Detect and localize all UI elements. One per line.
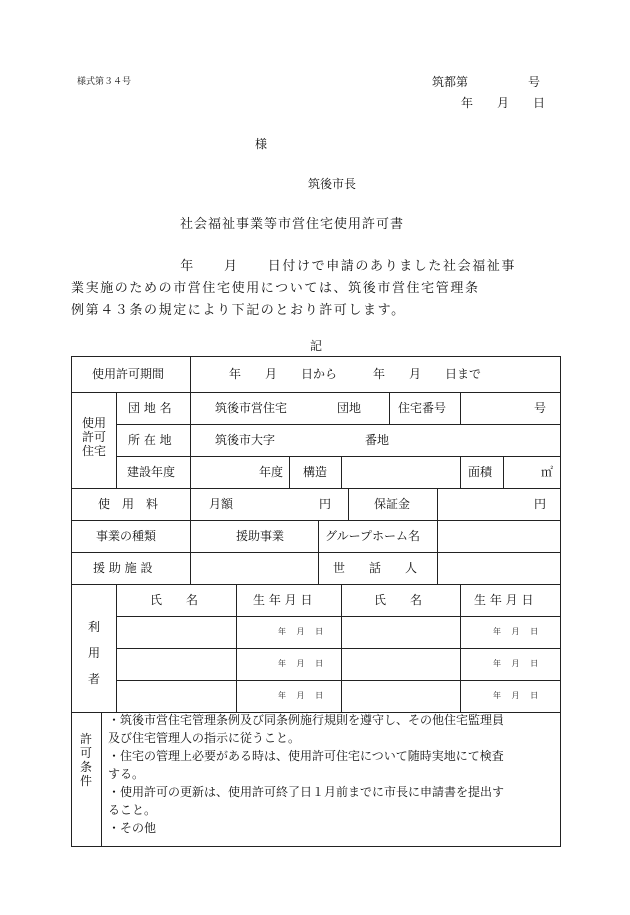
construction-year-suffix: 年度 (259, 465, 284, 479)
users-label-char: 用 (87, 646, 100, 660)
conditions-label-char: 許 (79, 732, 92, 746)
complex-name-label: 団 地 名 (128, 401, 172, 415)
housing-label-line: 使用 (81, 416, 106, 430)
name-header-1: 氏 名 (150, 593, 199, 607)
form-number: 様式第３４号 (77, 77, 132, 87)
deposit-label: 保証金 (374, 497, 411, 511)
conditions-label-char: 条 (79, 760, 92, 774)
condition-line: ・筑後市営住宅管理条例及び同条例施行規則を遵守し、その他住宅監理員 (108, 713, 505, 727)
housing-label-line: 許可 (81, 430, 106, 444)
housing-label-line: 住宅 (81, 444, 106, 458)
area-label: 面積 (468, 465, 493, 479)
period-value: 年 月 日から 年 月 日まで (229, 367, 482, 381)
conditions-label (79, 732, 93, 788)
period-label: 使用許可期間 (92, 367, 165, 381)
support-facility-label: 援 助 施 設 (93, 561, 153, 575)
structure-label: 構造 (303, 465, 328, 479)
unit-number-label: 住宅番号 (398, 401, 447, 415)
complex-suffix: 団地 (337, 401, 362, 415)
document-title: 社会福祉事業等市営住宅使用許可書 (180, 217, 405, 232)
condition-line: ・その他 (108, 821, 157, 835)
body-line: 業実施のための市営住宅使用については、筑後市営住宅管理条 (71, 281, 480, 296)
dob-placeholder: 年 月 日 (278, 627, 324, 636)
conditions-list (108, 711, 563, 837)
name-header-2: 氏 名 (374, 593, 423, 607)
condition-line: 及び住宅管理人の指示に従うこと。 (108, 731, 301, 745)
construction-year-label: 建設年度 (127, 465, 176, 479)
users-label (87, 614, 101, 692)
location-label: 所 在 地 (128, 433, 172, 447)
caretaker-label: 世 話 人 (333, 561, 418, 575)
users-label-char: 利 (87, 620, 100, 634)
body-line: 年 月 日付けで申請のありました社会福祉事 (151, 259, 517, 274)
issue-date: 年 月 日 (461, 96, 546, 110)
housing-label (80, 416, 108, 458)
deposit-yen: 円 (534, 497, 547, 511)
business-type-value: 援助事業 (236, 529, 285, 543)
conditions-label-char: 可 (79, 746, 92, 760)
complex-name-value: 筑後市営住宅 (215, 401, 288, 415)
condition-line: ・住宅の管理上必要がある時は、使用許可住宅について随時実地にて検査 (108, 749, 504, 763)
condition-line: する。 (108, 767, 145, 781)
dob-placeholder: 年 月 日 (278, 691, 324, 700)
dob-placeholder: 年 月 日 (278, 659, 324, 668)
dob-placeholder: 年 月 日 (493, 659, 539, 668)
rent-label: 使 用 料 (98, 497, 159, 511)
dob-header-2: 生 年 月 日 (474, 593, 534, 607)
unit-number-suffix: 号 (534, 401, 547, 415)
dob-placeholder: 年 月 日 (493, 627, 539, 636)
business-type-label: 事業の種類 (96, 529, 157, 543)
dob-header-1: 生 年 月 日 (253, 593, 313, 607)
dob-placeholder: 年 月 日 (493, 691, 539, 700)
location-suffix: 番地 (365, 433, 390, 447)
condition-line: ること。 (108, 803, 157, 817)
location-value: 筑後市大字 (215, 433, 276, 447)
rent-monthly-label: 月額 (209, 497, 234, 511)
area-unit: ㎡ (541, 465, 554, 479)
rent-yen: 円 (319, 497, 332, 511)
users-label-char: 者 (87, 672, 100, 686)
condition-line: ・使用許可の更新は、使用許可終了日１月前までに市長に申請書を提出す (108, 785, 505, 799)
document-number: 筑都第 号 (432, 75, 541, 89)
group-home-label: グループホーム名 (325, 529, 421, 543)
ki-heading: 記 (310, 339, 323, 353)
body-line: 例第４３条の規定により下記のとおり許可します。 (71, 303, 406, 318)
issuer: 筑後市長 (308, 177, 357, 191)
conditions-label-char: 件 (79, 774, 92, 788)
addressee-suffix: 様 (255, 137, 268, 151)
